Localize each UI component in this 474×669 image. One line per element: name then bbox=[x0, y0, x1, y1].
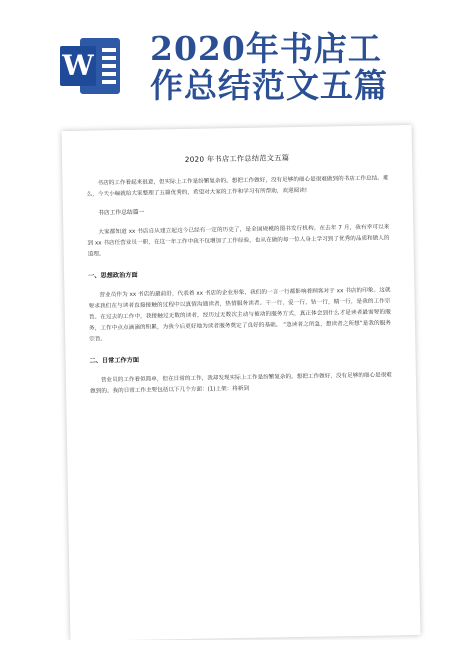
document-page bbox=[62, 125, 421, 641]
footer-strip bbox=[0, 640, 474, 669]
sheet-line bbox=[102, 80, 116, 84]
body-paragraph: 营业员的工作看似简单，但在日常的工作，我却发现实际上工作是纷繁复杂的。想把工作做好，没有足够的细心是很难做到的。我的日常工作主要包括以下几个方面：(1)上架：将新到 bbox=[90, 372, 392, 395]
body-paragraph: 营业员作为 xx 书店的最前沿，代表着 xx 书店的企业形象，我们的一言一行都影响着顾客对于 xx 书店的印象。这就要求我们在与读者直接接触的过程中以真情沟通读者，热情服务读者。干一行，爱一行，钻一行，精一行，是我的工作宗旨。在过去的工作中，我接触过无数的读者，经历过无数次主动与被动的服务方式，真正体会到什么才是读者最需要的服务，工作中点点滴滴的积累，为我今后更好地为读者服务奠定了良好的基础。 “急读者之所急，想读者之所想”是我的服务宗旨。 bbox=[88, 287, 392, 343]
sheet-line bbox=[102, 48, 116, 52]
sheet-line bbox=[102, 72, 116, 76]
section-subtitle: 书店工作总结篇一 bbox=[97, 209, 145, 217]
section-heading: 一、思想政治方面 bbox=[88, 271, 138, 280]
sheet-line bbox=[102, 56, 116, 60]
section-heading: 二、日常工作方面 bbox=[89, 356, 140, 365]
body-paragraph: 大家都知道 xx 书店自从建立起这今已经有一定的历史了，是全国规模的图书发行机构。在去年 7 月，我有幸可以来到 xx 书店任营业员一职，在这一年工作中我不仅增加了工作经验，也从在做的每一位人身上学习到了优秀的品质和做人的道理。 bbox=[87, 224, 390, 258]
banner-title-line: 作总结范文五篇 bbox=[150, 66, 388, 105]
document-title: 2020 年书店工作总结范文五篇 bbox=[184, 153, 290, 164]
banner-title bbox=[150, 30, 460, 104]
banner-title-line: 2020年书店工 bbox=[150, 29, 382, 68]
sheet-line bbox=[102, 64, 116, 68]
word-document-icon bbox=[60, 36, 122, 98]
intro-paragraph: 书店的工作看起来很意，但实际上工作是纷繁复杂的。想把工作做好，没有足够的细心是很难做到的书店工作总结。难么，今天小编就给大家整理了五篇优秀的，希望对大家的工作和学习有所帮助，欢迎阅读! bbox=[86, 175, 389, 198]
document-banner bbox=[0, 0, 474, 120]
document-body bbox=[86, 147, 392, 403]
word-badge: W bbox=[60, 46, 96, 86]
